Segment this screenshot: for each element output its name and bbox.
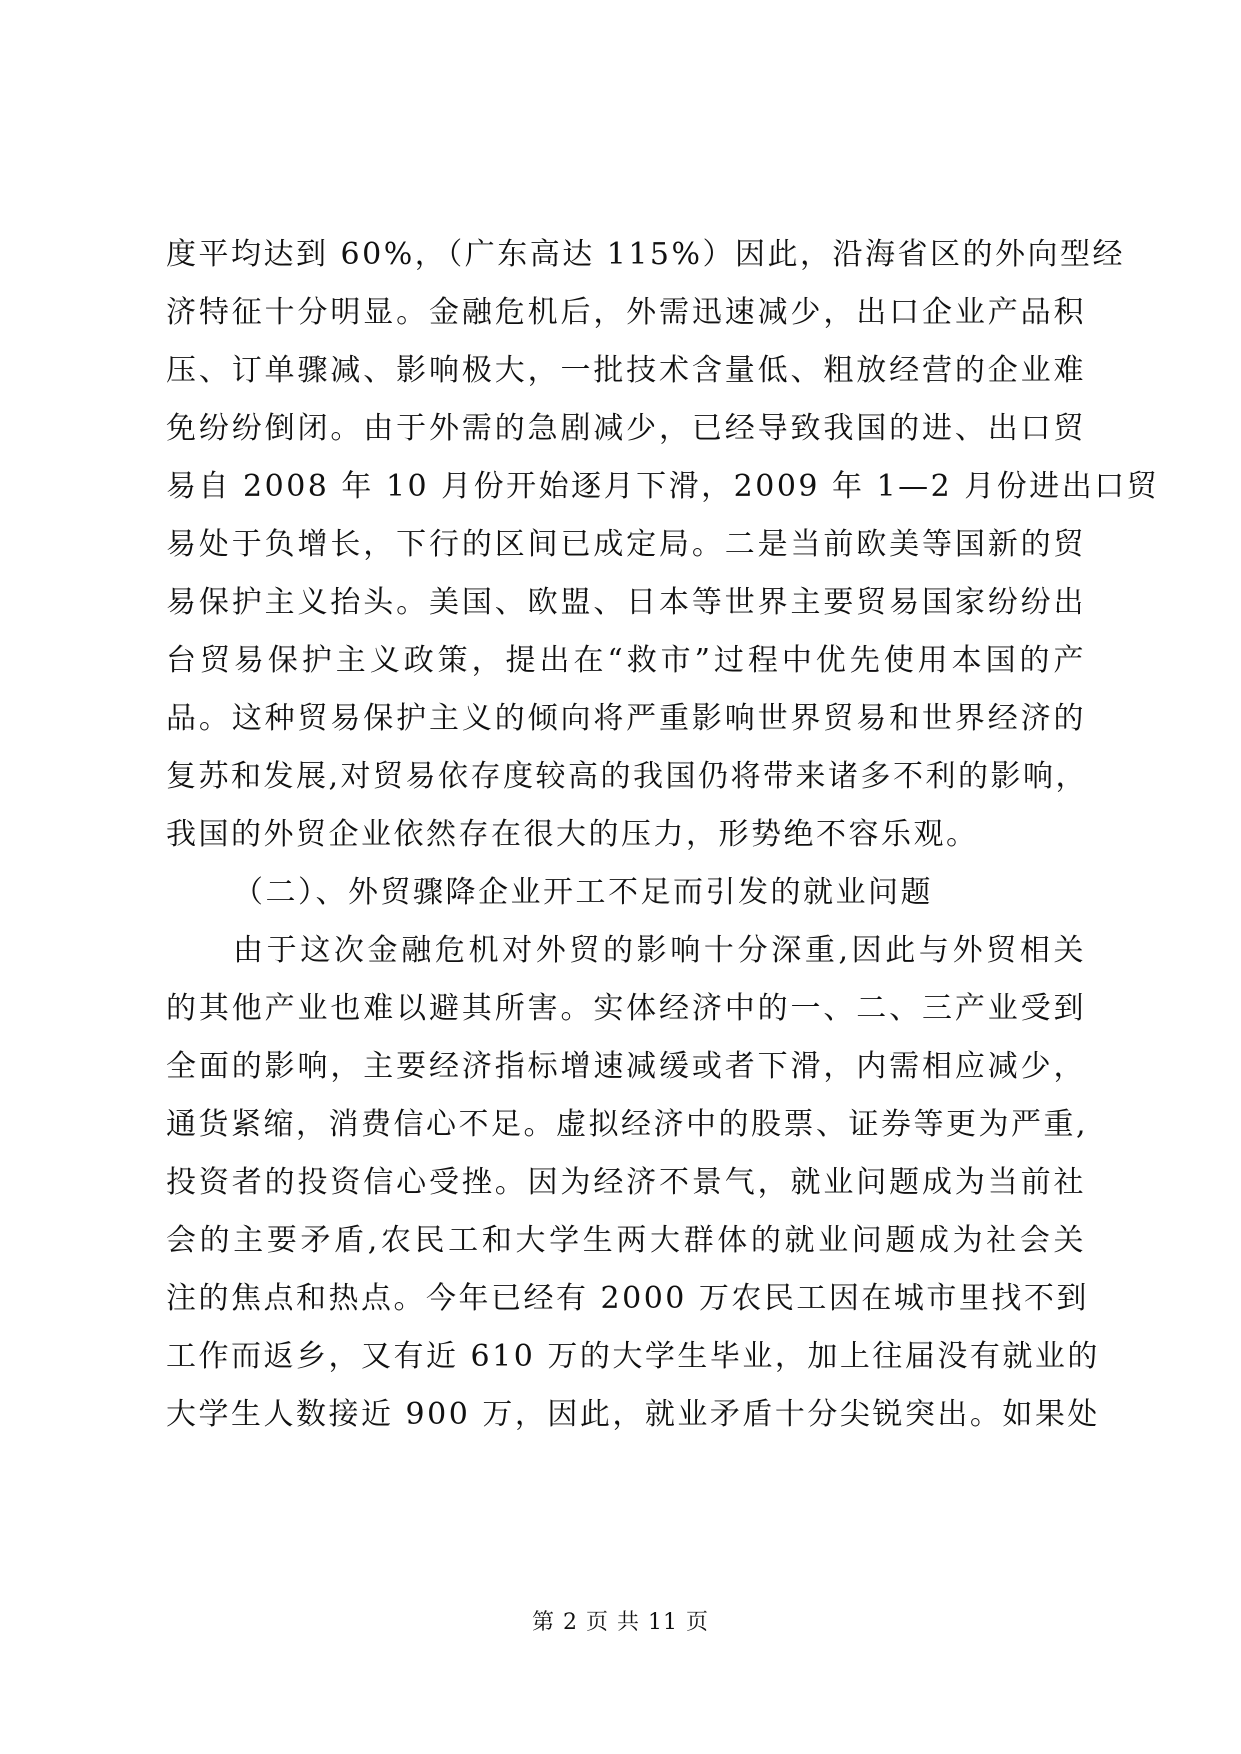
body-line: 工作而返乡，又有近 610 万的大学生毕业，加上往届没有就业的 (166, 1339, 1100, 1374)
document-body (166, 226, 1160, 1444)
body-line: 度平均达到 60%，（广东高达 115%）因此，沿海省区的外向型经 (166, 237, 1126, 272)
body-line: 全面的影响，主要经济指标增速减缓或者下滑，内需相应减少， (166, 1049, 1086, 1084)
body-line: 的其他产业也难以避其所害。实体经济中的一、二、三产业受到 (166, 991, 1086, 1026)
body-line: 大学生人数接近 900 万，因此，就业矛盾十分尖锐突出。如果处 (166, 1397, 1100, 1432)
page-number: 第 2 页 共 11 页 (532, 1610, 709, 1635)
body-line: 由于这次金融危机对外贸的影响十分深重,因此与外贸相关 (233, 933, 1086, 968)
page-footer (0, 1608, 1241, 1638)
body-line: 济特征十分明显。金融危机后，外需迅速减少，出口企业产品积 (166, 295, 1086, 330)
body-line: 易自 2008 年 10 月份开始逐月下滑，2009 年 1—2 月份进出口贸 (166, 469, 1160, 504)
body-line: 台贸易保护主义政策，提出在“救市”过程中优先使用本国的产 (166, 643, 1086, 678)
body-line: 投资者的投资信心受挫。因为经济不景气，就业问题成为当前社 (166, 1165, 1086, 1200)
body-line: 复苏和发展,对贸易依存度较高的我国仍将带来诸多不利的影响， (166, 759, 1089, 794)
body-line: 易处于负增长，下行的区间已成定局。二是当前欧美等国新的贸 (166, 527, 1086, 562)
body-line: 通货紧缩，消费信心不足。虚拟经济中的股票、证券等更为严重, (166, 1107, 1089, 1142)
body-line: 易保护主义抬头。美国、欧盟、日本等世界主要贸易国家纷纷出 (166, 585, 1086, 620)
body-line: 免纷纷倒闭。由于外需的急剧减少，已经导致我国的进、出口贸 (166, 411, 1086, 446)
body-line: 会的主要矛盾,农民工和大学生两大群体的就业问题成为社会关 (166, 1223, 1086, 1258)
body-line: 品。这种贸易保护主义的倾向将严重影响世界贸易和世界经济的 (166, 701, 1086, 736)
body-line: 我国的外贸企业依然存在很大的压力，形势绝不容乐观。 (166, 817, 979, 852)
body-line: 压、订单骤减、影响极大，一批技术含量低、粗放经营的企业难 (166, 353, 1086, 388)
section-heading: （二）、外贸骤降企业开工不足而引发的就业问题 (233, 875, 933, 910)
body-line: 注的焦点和热点。今年已经有 2000 万农民工因在城市里找不到 (166, 1281, 1089, 1316)
